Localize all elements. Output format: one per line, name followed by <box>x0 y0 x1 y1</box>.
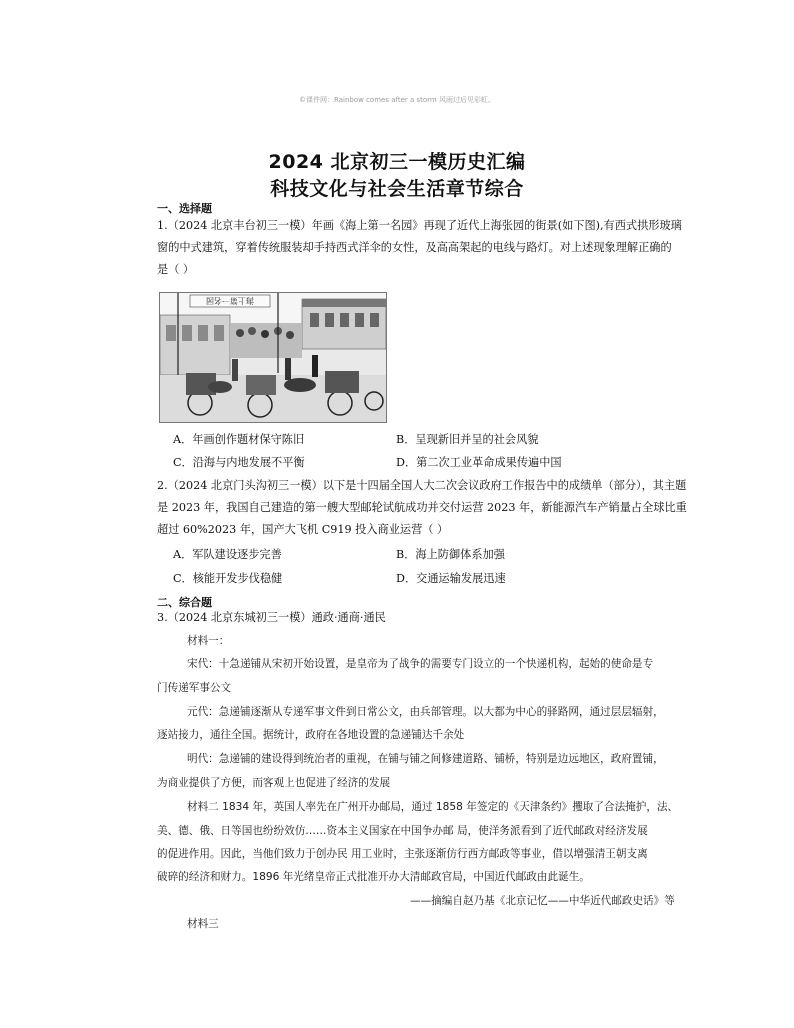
material-1-song-line-2: 门传递军事公文 <box>157 682 232 694</box>
material-3-title: 材料三 <box>187 918 219 930</box>
material-2-line-1: 材料二 1834 年，英国人率先在广州开办邮局，通过 1858 年签定的《天津条约》攫取了合法掩护，法、 <box>187 801 679 813</box>
material-2-source: ——摘编自赵乃基《北京记忆——中华近代邮政史话》等 <box>410 895 675 907</box>
q1-option-a[interactable]: A．年画创作题材保守陈旧 <box>173 433 305 446</box>
header-note: ©课件网：Rainbow comes after a storm 风雨过后见彩虹。 <box>299 96 495 104</box>
section-heading-choice: 一、选择题 <box>157 202 212 215</box>
material-1-title: 材料一： <box>187 635 230 647</box>
question-2-line-2: 是 2023 年，我国自己建造的第一艘大型邮轮试航成功并交付运营 2023 年，新能源汽车产销量占全球比重 <box>157 501 687 514</box>
street-scene-illustration <box>159 292 387 423</box>
q2-option-b[interactable]: B．海上防御体系加强 <box>396 548 505 561</box>
document-subtitle: 科技文化与社会生活章节综合 <box>270 178 524 200</box>
question-2-line-3: 超过 60%2023 年，国产大飞机 C919 投入商业运营（ ） <box>157 523 449 536</box>
q2-option-a[interactable]: A．军队建设逐步完善 <box>173 548 282 561</box>
q1-option-b[interactable]: B．呈现新旧并呈的社会风貌 <box>396 433 539 446</box>
document-title: 2024 北京初三一模历史汇编 <box>268 151 526 173</box>
material-2-line-4: 破碎的经济和财力。1896 年光绪皇帝正式批准开办大清邮政官局，中国近代邮政由此诞生。 <box>157 871 590 883</box>
material-1-ming-line-2: 为商业提供了方便，而客观上也促进了经济的发展 <box>157 777 391 789</box>
material-2-line-2: 美、德、俄、日等国也纷纷效仿……资本主义国家在中国争办邮 局，使洋务派看到了近代邮政对经济发展 <box>157 825 648 837</box>
question-3-heading: 3.（2024 北京东城初三一模）通政·通商·通民 <box>157 611 386 624</box>
q2-option-d[interactable]: D．交通运输发展迅速 <box>396 572 506 585</box>
material-1-yuan-line-2: 逐站接力，通往全国。据统计，政府在各地设置的急递铺达千余处 <box>157 729 465 741</box>
sign-text: 海上第一名园 <box>206 296 254 305</box>
question-1-line-3: 是（ ） <box>157 263 195 276</box>
q1-option-c[interactable]: C．沿海与内地发展不平衡 <box>173 456 305 469</box>
material-1-song-line-1: 宋代：十急递铺从宋初开始设置，是皇帝为了战争的需要专门设立的一个快递机构，起始的使命是专 <box>187 658 654 670</box>
question-1-line-1: 1.（2024 北京丰台初三一模）年画《海上第一名园》再现了近代上海张园的街景(如下图),有西式拱形玻璃 <box>157 219 682 232</box>
question-2-line-1: 2.（2024 北京门头沟初三一模）以下是十四届全国人大二次会议政府工作报告中的成绩单（部分），其主题 <box>157 479 687 492</box>
q1-option-d[interactable]: D．第二次工业革命成果传遍中国 <box>396 456 562 469</box>
question-1-line-2: 窗的中式建筑，穿着传统服装却手持西式洋伞的女性，及高高架起的电线与路灯。对上述现象理解正确的 <box>157 241 672 254</box>
material-1-yuan-line-1: 元代：急递铺逐渐从专递军事文件到日常公文，由兵部管理。以大都为中心的驿路网，通过层层辐射， <box>187 706 664 718</box>
q2-option-c[interactable]: C．核能开发步伐稳健 <box>173 572 283 585</box>
material-2-line-3: 的促进作用。因此，当他们致力于创办民 用工业时，主张逐渐仿行西方邮政等事业，借以增强清王朝支离 <box>157 848 648 860</box>
section-heading-comprehensive: 二、综合题 <box>157 596 212 609</box>
material-1-ming-line-1: 明代：急递铺的建设得到统治者的重视，在铺与铺之间修建道路、铺桥，特别是边远地区，政府置铺， <box>187 753 664 765</box>
